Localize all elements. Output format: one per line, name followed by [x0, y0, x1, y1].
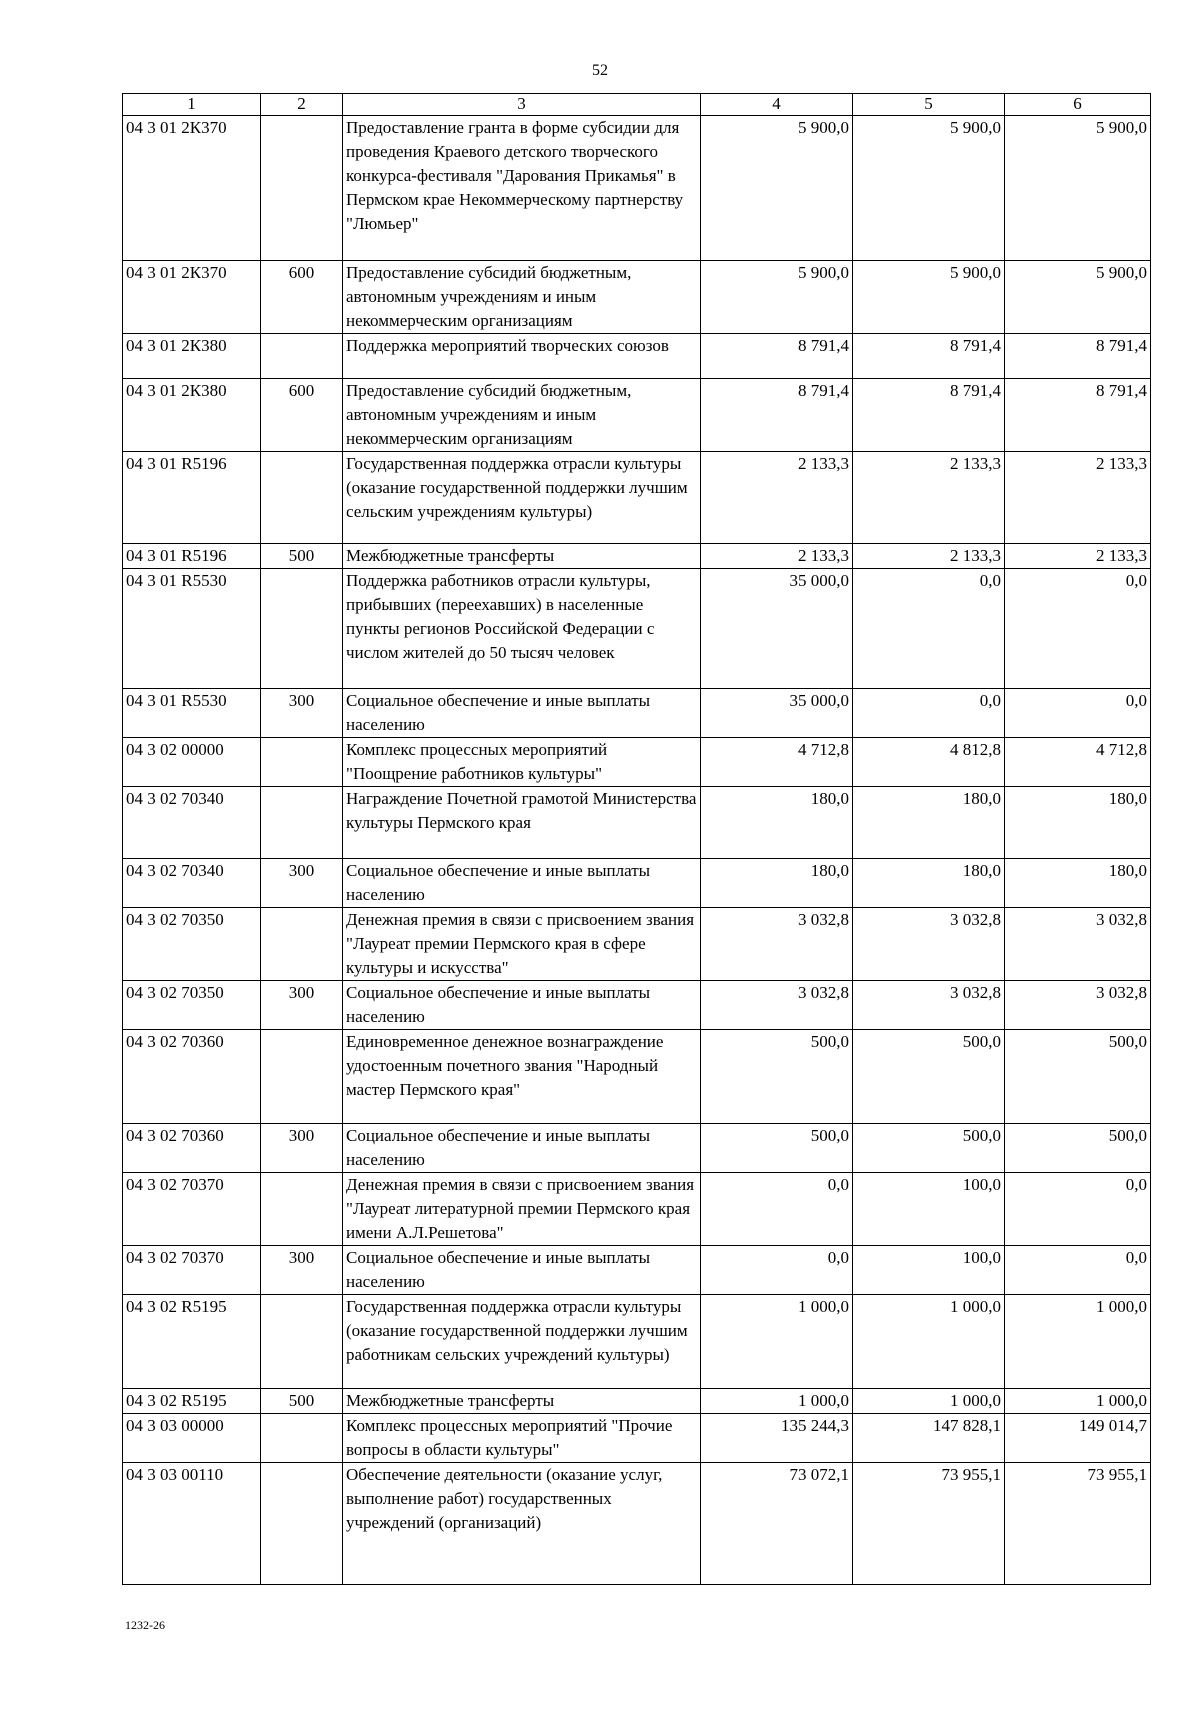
table-row	[123, 379, 1151, 452]
header-col-3: 3	[343, 94, 701, 116]
row-value-col6: 3 032,8	[1005, 981, 1151, 1030]
row-value-col4: 3 032,8	[701, 981, 853, 1030]
row-value-col6: 1 000,0	[1005, 1389, 1151, 1414]
row-code: 04 3 02 R5195	[123, 1389, 261, 1414]
table-row	[123, 1246, 1151, 1295]
row-value-col5: 500,0	[853, 1030, 1005, 1124]
table-row	[123, 859, 1151, 908]
row-value-col5: 5 900,0	[853, 261, 1005, 334]
row-code: 04 3 01 2К380	[123, 334, 261, 379]
row-value-col4: 5 900,0	[701, 116, 853, 261]
row-name: Государственная поддержка отрасли культуры (оказание государственной поддержки лучшим сельским учреждениям культуры)	[343, 452, 701, 544]
row-value-col4: 0,0	[701, 1246, 853, 1295]
row-name: Единовременное денежное вознаграждение удостоенным почетного звания "Народный мастер Пермского края"	[343, 1030, 701, 1124]
row-code: 04 3 02 70350	[123, 908, 261, 981]
row-value-col4: 5 900,0	[701, 261, 853, 334]
row-value-col6: 0,0	[1005, 1246, 1151, 1295]
row-name: Социальное обеспечение и иные выплаты населению	[343, 981, 701, 1030]
row-value-col5: 5 900,0	[853, 116, 1005, 261]
row-value-col5: 3 032,8	[853, 908, 1005, 981]
row-value-col5: 73 955,1	[853, 1463, 1005, 1585]
row-expense-type	[261, 787, 343, 859]
table-row	[123, 1295, 1151, 1389]
footer-code: 1232-26	[125, 1618, 165, 1632]
row-value-col6: 0,0	[1005, 569, 1151, 689]
row-value-col5: 4 812,8	[853, 738, 1005, 787]
row-value-col6: 2 133,3	[1005, 452, 1151, 544]
page-number: 52	[592, 62, 608, 79]
row-value-col5: 1 000,0	[853, 1295, 1005, 1389]
row-expense-type: 300	[261, 689, 343, 738]
row-value-col4: 500,0	[701, 1030, 853, 1124]
row-name: Предоставление гранта в форме субсидии для проведения Краевого детского творческого конкурса-фестиваля "Дарования Прикамья" в Пермском крае Некоммерческому партнерству "Люмьер"	[343, 116, 701, 261]
row-expense-type	[261, 738, 343, 787]
row-value-col5: 0,0	[853, 569, 1005, 689]
row-value-col6: 8 791,4	[1005, 379, 1151, 452]
table-row	[123, 1030, 1151, 1124]
row-value-col4: 180,0	[701, 859, 853, 908]
row-code: 04 3 03 00000	[123, 1414, 261, 1463]
row-expense-type: 300	[261, 981, 343, 1030]
row-value-col6: 5 900,0	[1005, 261, 1151, 334]
row-code: 04 3 02 70350	[123, 981, 261, 1030]
row-value-col6: 500,0	[1005, 1030, 1151, 1124]
row-name: Комплекс процессных мероприятий "Поощрение работников культуры"	[343, 738, 701, 787]
row-code: 04 3 01 R5196	[123, 544, 261, 569]
row-value-col4: 2 133,3	[701, 544, 853, 569]
row-name: Денежная премия в связи с присвоением звания "Лауреат премии Пермского края в сфере культуры и искусства"	[343, 908, 701, 981]
row-expense-type	[261, 569, 343, 689]
row-value-col6: 500,0	[1005, 1124, 1151, 1173]
row-code: 04 3 03 00110	[123, 1463, 261, 1585]
row-code: 04 3 02 70370	[123, 1246, 261, 1295]
row-name: Социальное обеспечение и иные выплаты населению	[343, 859, 701, 908]
row-value-col5: 147 828,1	[853, 1414, 1005, 1463]
row-value-col6: 5 900,0	[1005, 116, 1151, 261]
row-expense-type	[261, 1414, 343, 1463]
table-row	[123, 452, 1151, 544]
row-value-col4: 2 133,3	[701, 452, 853, 544]
row-value-col6: 8 791,4	[1005, 334, 1151, 379]
row-value-col4: 135 244,3	[701, 1414, 853, 1463]
row-value-col4: 1 000,0	[701, 1295, 853, 1389]
table-row	[123, 689, 1151, 738]
table-row	[123, 544, 1151, 569]
row-name: Предоставление субсидий бюджетным, автономным учреждениям и иным некоммерческим организациям	[343, 379, 701, 452]
row-value-col4: 73 072,1	[701, 1463, 853, 1585]
table-row	[123, 908, 1151, 981]
row-expense-type	[261, 334, 343, 379]
row-value-col4: 35 000,0	[701, 569, 853, 689]
row-value-col5: 0,0	[853, 689, 1005, 738]
row-name: Награждение Почетной грамотой Министерства культуры Пермского края	[343, 787, 701, 859]
row-expense-type: 300	[261, 1124, 343, 1173]
row-value-col4: 4 712,8	[701, 738, 853, 787]
row-expense-type	[261, 1030, 343, 1124]
row-value-col5: 500,0	[853, 1124, 1005, 1173]
row-value-col6: 2 133,3	[1005, 544, 1151, 569]
row-code: 04 3 02 70370	[123, 1173, 261, 1246]
row-value-col4: 35 000,0	[701, 689, 853, 738]
table-row	[123, 569, 1151, 689]
row-name: Обеспечение деятельности (оказание услуг, выполнение работ) государственных учреждений (организаций)	[343, 1463, 701, 1585]
row-value-col6: 180,0	[1005, 787, 1151, 859]
row-code: 04 3 02 70340	[123, 787, 261, 859]
row-code: 04 3 01 2К370	[123, 261, 261, 334]
row-expense-type	[261, 1295, 343, 1389]
header-col-4: 4	[701, 94, 853, 116]
row-value-col5: 180,0	[853, 787, 1005, 859]
row-value-col6: 1 000,0	[1005, 1295, 1151, 1389]
row-value-col5: 1 000,0	[853, 1389, 1005, 1414]
row-value-col6: 0,0	[1005, 1173, 1151, 1246]
row-expense-type	[261, 1463, 343, 1585]
row-value-col5: 2 133,3	[853, 544, 1005, 569]
row-expense-type	[261, 116, 343, 261]
table-row	[123, 1173, 1151, 1246]
row-code: 04 3 01 2К380	[123, 379, 261, 452]
row-value-col4: 3 032,8	[701, 908, 853, 981]
budget-table	[122, 93, 1151, 1585]
table-row	[123, 787, 1151, 859]
row-value-col6: 180,0	[1005, 859, 1151, 908]
row-name: Межбюджетные трансферты	[343, 1389, 701, 1414]
row-code: 04 3 01 2К370	[123, 116, 261, 261]
header-col-1: 1	[123, 94, 261, 116]
row-value-col4: 8 791,4	[701, 379, 853, 452]
row-name: Поддержка мероприятий творческих союзов	[343, 334, 701, 379]
row-name: Социальное обеспечение и иные выплаты населению	[343, 1124, 701, 1173]
table-row	[123, 334, 1151, 379]
row-expense-type	[261, 908, 343, 981]
row-code: 04 3 02 70340	[123, 859, 261, 908]
row-expense-type: 500	[261, 544, 343, 569]
row-value-col6: 73 955,1	[1005, 1463, 1151, 1585]
table-row	[123, 1389, 1151, 1414]
table-row	[123, 116, 1151, 261]
row-value-col4: 0,0	[701, 1173, 853, 1246]
row-value-col6: 149 014,7	[1005, 1414, 1151, 1463]
row-code: 04 3 01 R5530	[123, 569, 261, 689]
row-name: Социальное обеспечение и иные выплаты населению	[343, 689, 701, 738]
table-row	[123, 1124, 1151, 1173]
row-expense-type	[261, 1173, 343, 1246]
row-value-col6: 3 032,8	[1005, 908, 1151, 981]
row-code: 04 3 01 R5196	[123, 452, 261, 544]
row-name: Государственная поддержка отрасли культуры (оказание государственной поддержки лучшим работникам сельских учреждений культуры)	[343, 1295, 701, 1389]
row-value-col4: 1 000,0	[701, 1389, 853, 1414]
row-expense-type: 500	[261, 1389, 343, 1414]
row-expense-type: 300	[261, 1246, 343, 1295]
row-value-col5: 8 791,4	[853, 334, 1005, 379]
row-value-col6: 4 712,8	[1005, 738, 1151, 787]
row-name: Предоставление субсидий бюджетным, автономным учреждениям и иным некоммерческим организациям	[343, 261, 701, 334]
table-row	[123, 981, 1151, 1030]
row-value-col6: 0,0	[1005, 689, 1151, 738]
row-expense-type	[261, 452, 343, 544]
header-col-6: 6	[1005, 94, 1151, 116]
row-value-col5: 100,0	[853, 1173, 1005, 1246]
table-row	[123, 261, 1151, 334]
row-expense-type: 600	[261, 261, 343, 334]
row-value-col4: 180,0	[701, 787, 853, 859]
row-name: Комплекс процессных мероприятий "Прочие вопросы в области культуры"	[343, 1414, 701, 1463]
row-value-col5: 2 133,3	[853, 452, 1005, 544]
table-row	[123, 1463, 1151, 1585]
header-col-2: 2	[261, 94, 343, 116]
row-expense-type: 300	[261, 859, 343, 908]
row-code: 04 3 02 00000	[123, 738, 261, 787]
row-name: Денежная премия в связи с присвоением звания "Лауреат литературной премии Пермского края имени А.Л.Решетова"	[343, 1173, 701, 1246]
header-row	[123, 94, 1151, 116]
row-value-col5: 8 791,4	[853, 379, 1005, 452]
row-code: 04 3 01 R5530	[123, 689, 261, 738]
row-code: 04 3 02 70360	[123, 1124, 261, 1173]
row-code: 04 3 02 70360	[123, 1030, 261, 1124]
row-value-col4: 500,0	[701, 1124, 853, 1173]
header-col-5: 5	[853, 94, 1005, 116]
row-value-col5: 180,0	[853, 859, 1005, 908]
row-value-col5: 3 032,8	[853, 981, 1005, 1030]
row-name: Социальное обеспечение и иные выплаты населению	[343, 1246, 701, 1295]
table-row	[123, 738, 1151, 787]
row-expense-type: 600	[261, 379, 343, 452]
row-name: Поддержка работников отрасли культуры, прибывших (переехавших) в населенные пункты регионов Российской Федерации с числом жителей до 50 тысяч человек	[343, 569, 701, 689]
row-value-col5: 100,0	[853, 1246, 1005, 1295]
row-name: Межбюджетные трансферты	[343, 544, 701, 569]
row-value-col4: 8 791,4	[701, 334, 853, 379]
table-row	[123, 1414, 1151, 1463]
row-code: 04 3 02 R5195	[123, 1295, 261, 1389]
